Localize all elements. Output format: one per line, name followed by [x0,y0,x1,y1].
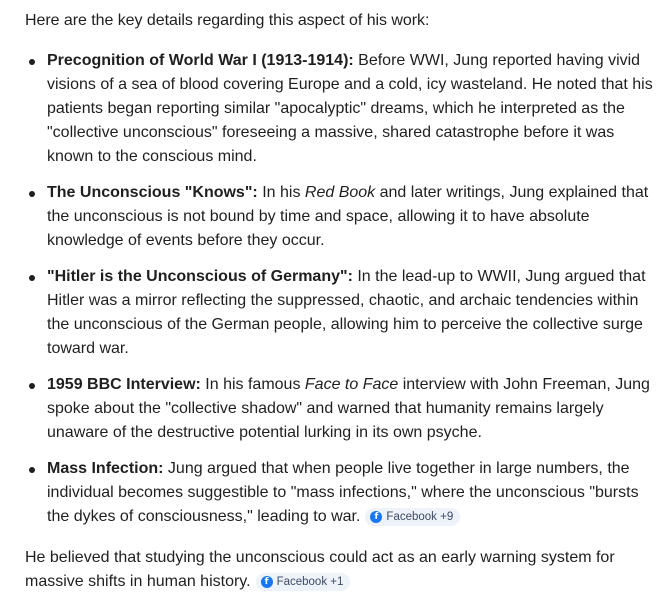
item-label: Mass Infection: [47,460,164,477]
list-item [25,373,657,445]
item-text: interview with John Freeman, Jung spoke about the "collective shadow" and warned that humanity remains largely unaware of the destructive potential lurking in its own psyche. [47,376,650,441]
item-title-italic: Face to Face [304,376,399,393]
item-text: In his [257,184,305,201]
item-label: Precognition of World War I (1913-1914): [47,52,354,69]
item-label: 1959 BBC Interview: [47,376,201,393]
item-title-italic: Red Book [304,184,376,201]
source-chip[interactable] [256,573,351,591]
item-text: In his famous [200,376,305,393]
intro-text: Here are the key details regarding this aspect of his work: [25,12,430,29]
source-chip-label: Facebook +9 [386,511,454,523]
facebook-icon: f [370,511,382,523]
key-details-list [25,49,665,529]
source-chip[interactable] [365,508,460,526]
item-text: Before WWI, Jung reported having vivid visions of a sea of blood covering Europe and a cold, icy wasteland. He noted that his patients began reporting similar "apocalyptic" dreams, which he interpreted as the "collective unconscious" foreseeing a massive, shared catastrophe before it was known to the conscious mind. [47,52,653,165]
list-item [25,265,657,361]
item-text: In the lead-up to WWII, Jung argued that Hitler was a mirror reflecting the suppressed, chaotic, and archaic tendencies within the unconscious of the German people, allowing him to perceive the collective surge toward war. [47,268,646,357]
list-item [25,457,657,529]
source-chip-label: Facebook +1 [276,576,344,588]
item-text: and later writings, Jung explained that the unconscious is not bound by time and space, allowing it to have absolute knowledge of events before they occur. [47,184,649,249]
list-item [25,181,657,253]
item-text: Jung argued that when people live together in large numbers, the individual becomes suggestible to "mass infections," where the unconscious "bursts the dykes of consciousness," leading to war. [47,460,639,525]
item-label: "Hitler is the Unconscious of Germany": [47,268,353,285]
closing-paragraph [25,546,645,594]
item-label: The Unconscious "Knows": [47,184,258,201]
facebook-icon: f [261,576,273,588]
list-item [25,49,657,169]
closing-text: He believed that studying the unconscious could act as an early warning system for massive shifts in human history. [25,549,615,590]
